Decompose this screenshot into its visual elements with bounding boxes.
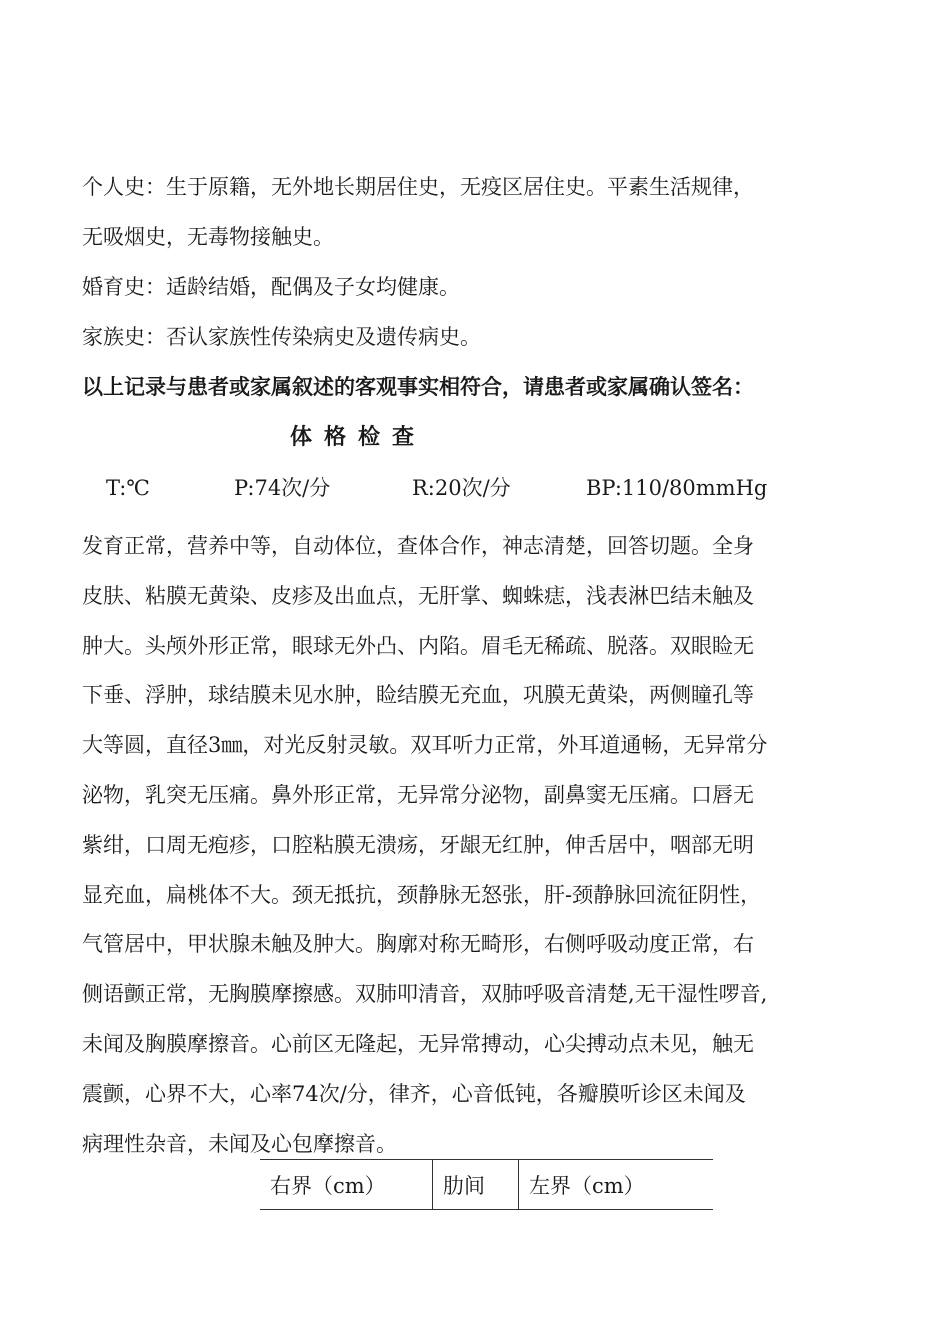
vital-respiration: R:20次/分	[412, 476, 511, 500]
cardiac-border-table	[260, 1159, 713, 1210]
exam-line: 肿大。头颅外形正常，眼球无外凸、内陷。眉毛无稀疏、脱落。双眼睑无	[82, 633, 754, 658]
exam-line: 未闻及胸膜摩擦音。心前区无隆起，无异常搏动，心尖搏动点未见，触无	[82, 1031, 754, 1056]
exam-line: 气管居中，甲状腺未触及肿大。胸廓对称无畸形，右侧呼吸动度正常，右	[82, 932, 754, 957]
exam-line: 显充血，扁桃体不大。颈无抵抗，颈静脉无怒张，肝-颈静脉回流征阴性，	[82, 882, 762, 907]
exam-line: 病理性杂音，未闻及心包摩擦音。	[82, 1131, 397, 1156]
exam-line: 发育正常，营养中等，自动体位，查体合作，神志清楚，回答切题。全身	[82, 534, 754, 558]
exam-line: 大等圆，直径3㎜，对光反射灵敏。双耳听力正常，外耳道通畅，无异常分	[82, 733, 768, 758]
personal-history-line-2: 无吸烟史，无毒物接触史。	[82, 225, 334, 249]
exam-line: 皮肤、粘膜无黄染、皮疹及出血点，无肝掌、蜘蛛痣，浅表淋巴结未触及	[82, 583, 754, 608]
confirmation-statement: 以上记录与患者或家属叙述的客观事实相符合，请患者或家属确认签名：	[82, 374, 754, 399]
header-left-border: 左界（cm）	[519, 1160, 714, 1210]
marital-history: 婚育史：适龄结婚，配偶及子女均健康。	[82, 275, 460, 299]
header-intercostal: 肋间	[433, 1160, 519, 1210]
exam-line: 下垂、浮肿，球结膜未见水肿，睑结膜无充血，巩膜无黄染，两侧瞳孔等	[82, 683, 754, 708]
family-history: 家族史：否认家族性传染病史及遗传病史。	[82, 325, 481, 349]
vital-temperature: T:℃	[106, 476, 150, 500]
exam-line: 震颤，心界不大，心率74次/分，律齐，心音低钝，各瓣膜听诊区未闻及	[82, 1081, 746, 1106]
exam-line: 紫绀，口周无疱疹，口腔粘膜无溃疡，牙龈无红肿，伸舌居中，咽部无明	[82, 832, 754, 857]
personal-history-line-1: 个人史：生于原籍，无外地长期居住史，无疫区居住史。平素生活规律，	[82, 175, 754, 199]
physical-exam-text	[82, 522, 872, 1169]
vital-pulse: P:74次/分	[234, 476, 331, 500]
table-header-row	[260, 1160, 713, 1210]
exam-line: 泌物，乳突无压痛。鼻外形正常，无异常分泌物，副鼻窦无压痛。口唇无	[82, 782, 754, 807]
physical-exam-heading: 体格检查	[290, 424, 427, 450]
header-right-border: 右界（cm）	[260, 1160, 433, 1210]
exam-line: 侧语颤正常，无胸膜摩擦感。双肺叩清音，双肺呼吸音清楚,无干湿性啰音,	[82, 982, 768, 1007]
vital-blood-pressure: BP:110/80mmHg	[586, 476, 768, 500]
